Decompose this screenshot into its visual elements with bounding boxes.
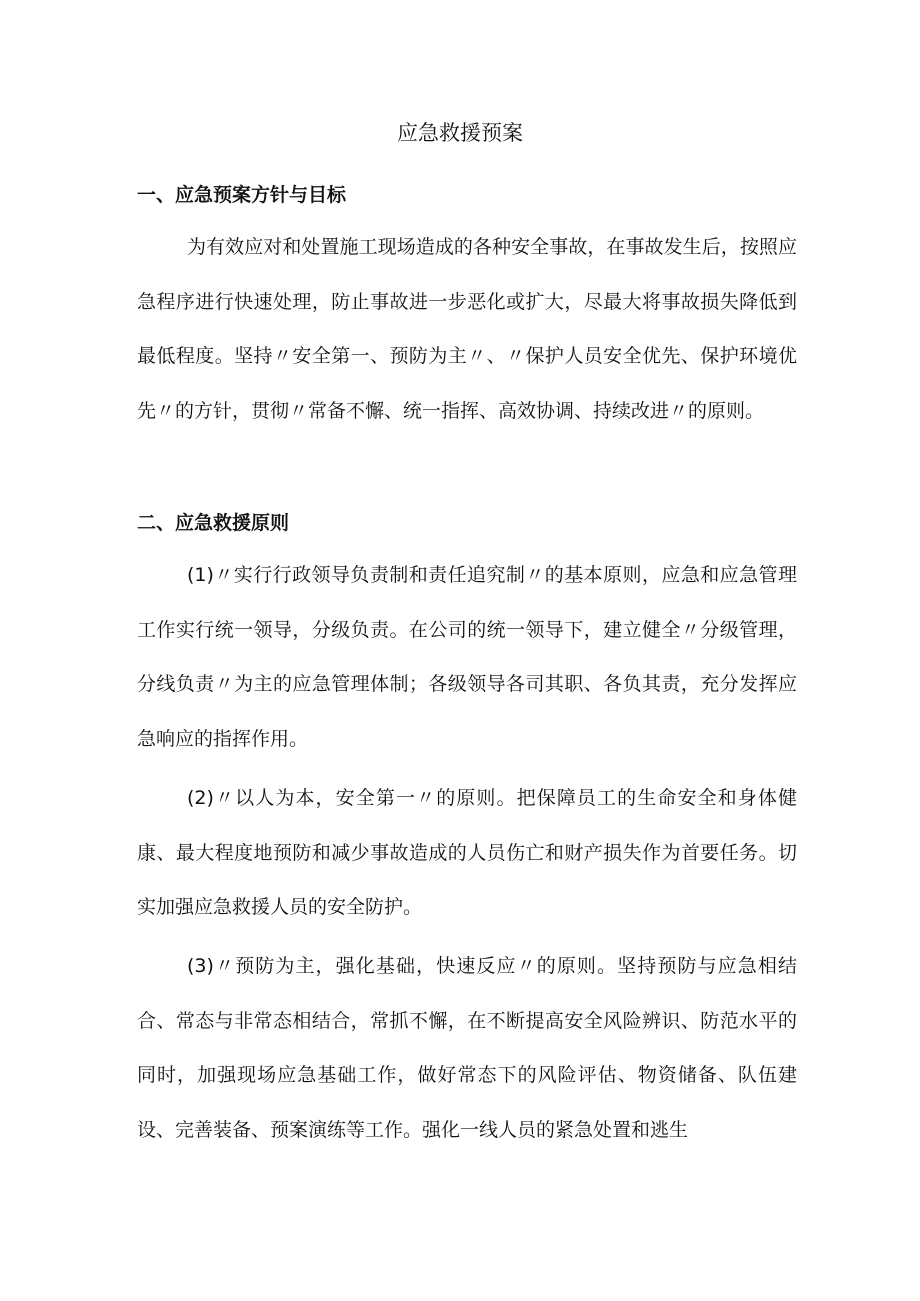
paragraph-principle-3: (3)〃预防为主，强化基础，快速反应〃的原则。坚持预防与应急相结合、常态与非常态相结合，常抓不懈，在不断提高安全风险辨识、防范水平的同时，加强现场应急基础工作，做好常态下的风险评估、物资储备、队伍建设、完善装备、预案演练等工作。强化一线人员的紧急处置和逃生 [137, 955, 797, 1142]
section-heading-principles: 二、应急救援原则 [137, 512, 290, 534]
document-title: 应急救援预案 [397, 121, 523, 145]
paragraph-principle-1: (1)〃实行行政领导负责制和责任追究制〃的基本原则，应急和应急管理工作实行统一领导，分级负责。在公司的统一领导下，建立健全〃分级管理，分线负责〃为主的应急管理体制；各级领导各司其职、各负其责，充分发挥应急响应的指挥作用。 [137, 564, 797, 751]
paragraph-policy: 为有效应对和处置施工现场造成的各种安全事故，在事故发生后，按照应急程序进行快速处理，防止事故进一步恶化或扩大，尽最大将事故损失降低到最低程度。坚持〃安全第一、预防为主〃、〃保护人员安全优先、保护环境优先〃的方针，贯彻〃常备不懈、统一指挥、高效协调、持续改进〃的原则。 [137, 236, 797, 423]
paragraph-principle-2: (2)〃以人为本，安全第一〃的原则。把保障员工的生命安全和身体健康、最大程度地预防和减少事故造成的人员伤亡和财产损失作为首要任务。切实加强应急救援人员的安全防护。 [137, 787, 797, 919]
section-heading-policy: 一、应急预案方针与目标 [137, 184, 347, 206]
